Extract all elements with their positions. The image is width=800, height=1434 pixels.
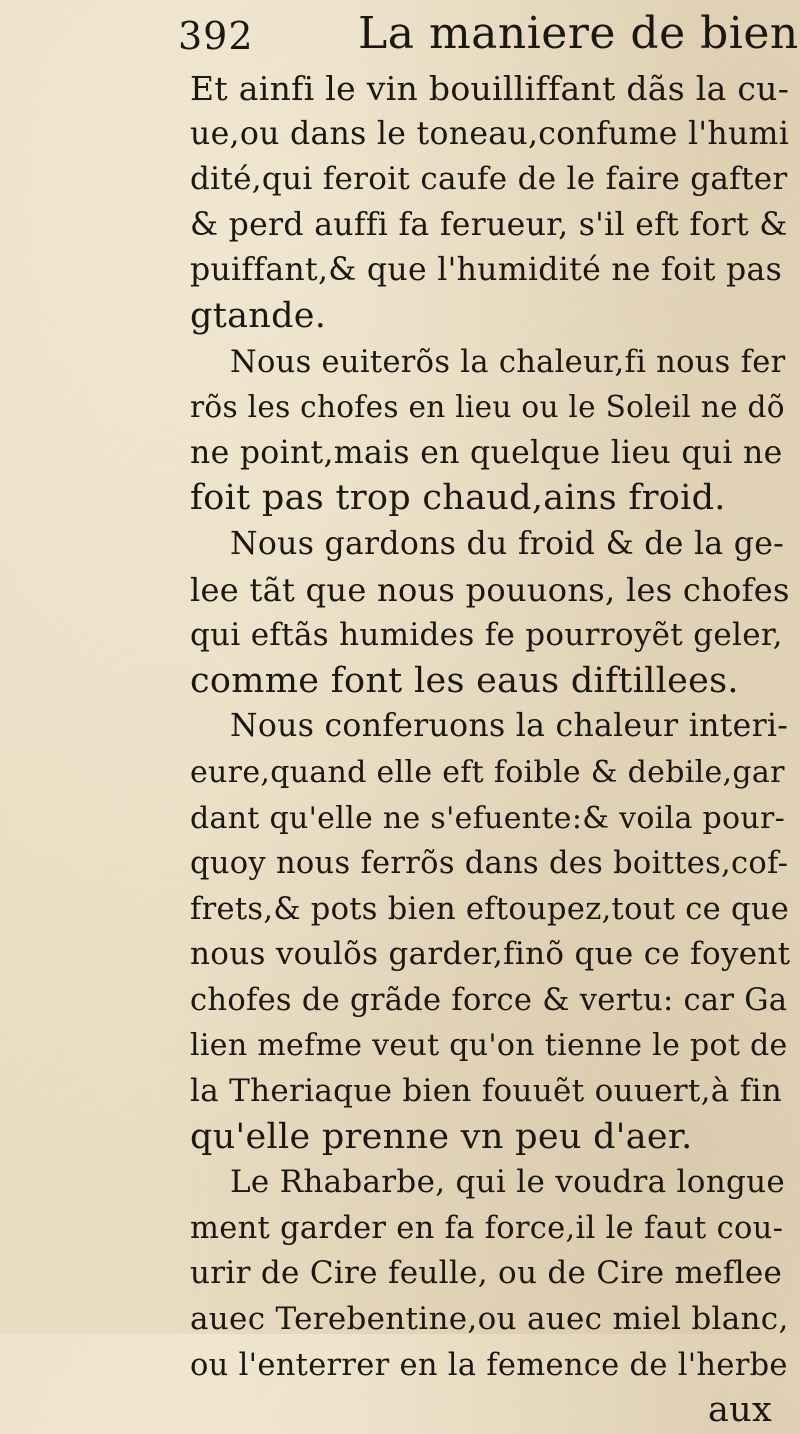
text-line: comme font les eaus diftillees. (190, 660, 739, 701)
text-line: eure,quand elle eft foible & debile,gar (190, 754, 785, 790)
paragraph-start-line: Nous conferuons la chaleur interi- (230, 708, 789, 745)
text-line: qu'elle prenne vn peu d'aer. (190, 1116, 693, 1157)
running-head (178, 8, 799, 68)
text-line: foit pas trop chaud,ains froid. (190, 478, 726, 519)
text-line: urir de Cire feulle, ou de Cire meflee (190, 1255, 783, 1292)
paragraph-start-line: Nous gardons du froid & de la ge- (230, 525, 785, 562)
catchword: aux (707, 1390, 772, 1431)
text-line: la Theriaque bien fouuẽt ouuert,à fin (190, 1073, 782, 1110)
text-line: ou l'enterrer en la femence de l'herbe (190, 1347, 788, 1383)
text-line: rõs les chofes en lieu ou le Soleil ne dõ (190, 390, 785, 425)
body-text (190, 66, 790, 1434)
text-line: ne point,mais en quelque lieu qui ne (190, 434, 783, 471)
paragraph-start-line: Nous euiterõs la chaleur,fi nous fer (230, 344, 786, 380)
text-line: & perd auffi fa ferueur, s'il eft fort & (190, 206, 788, 243)
text-line: Et ainfi le vin bouilliffant dãs la cu- (190, 69, 790, 108)
text-line: ue,ou dans le toneau,confume l'humi (190, 115, 790, 152)
text-line: gtande. (190, 295, 327, 336)
text-line: quoy nous ferrõs dans des boittes,cof- (190, 846, 789, 882)
text-line: frets,& pots bien eftoupez,tout ce que (190, 891, 790, 927)
text-line: dité,qui feroit caufe de le faire gafter (190, 161, 788, 198)
text-line: chofes de grãde force & vertu: car Ga (190, 982, 788, 1018)
text-line: lien mefme veut qu'on tienne le pot de (190, 1028, 788, 1064)
text-line: qui eftãs humides fe pourroyẽt geler, (190, 617, 783, 654)
text-line: nous voulõs garder,finõ que ce foyent (190, 936, 790, 973)
page-number: 392 (178, 14, 254, 58)
text-line: auec Terebentine,ou auec miel blanc, (190, 1301, 789, 1338)
text-line: lee tãt que nous pouuons, les chofes (190, 570, 790, 609)
paragraph-start-line: Le Rhabarbe, qui le voudra longue (230, 1164, 786, 1201)
text-line: dant qu'elle ne s'efuente:& voila pour- (190, 800, 786, 836)
text-line: ment garder en fa force,il le faut cou- (190, 1210, 784, 1246)
running-title: La maniere de bien (358, 8, 799, 59)
text-line: puiffant,& que l'humidité ne foit pas (190, 252, 783, 289)
